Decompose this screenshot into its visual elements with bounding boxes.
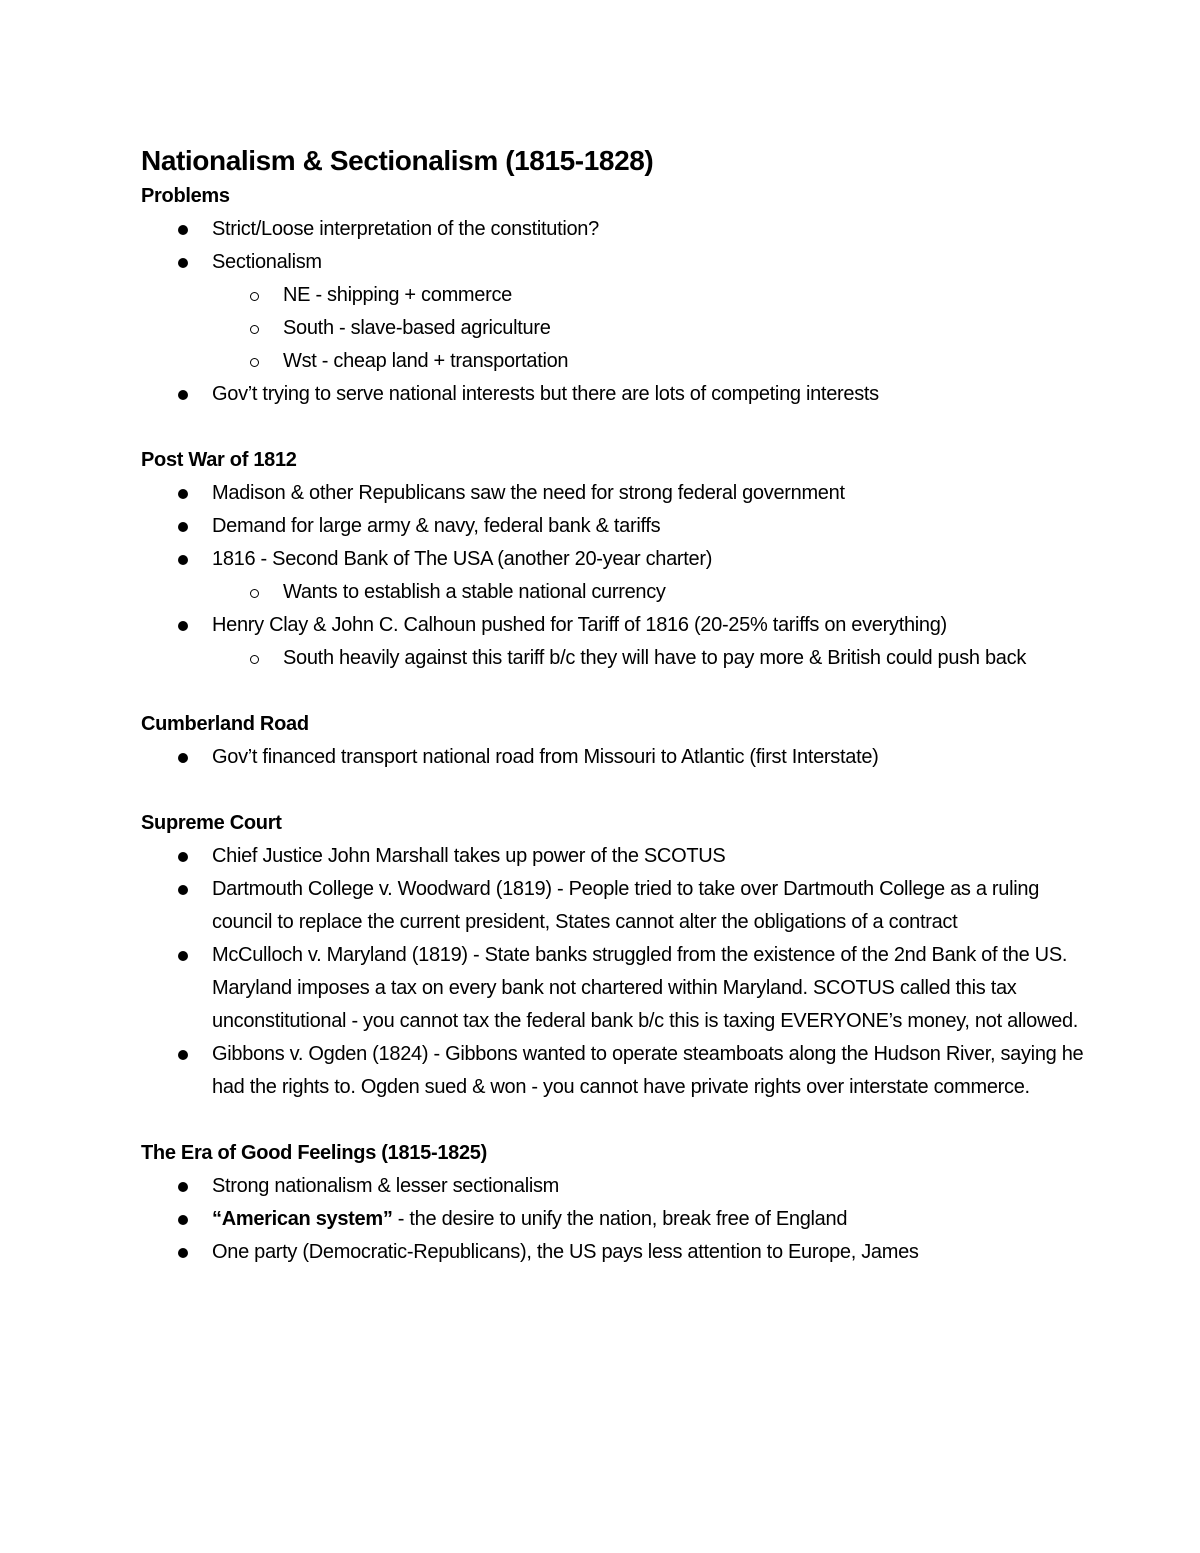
sub-list-item-text: Wst - cheap land + transportation [283, 350, 569, 372]
hollow-bullet-icon [250, 292, 259, 301]
list-item-text: One party (Democratic-Republicans), the US pays less attention to Europe, James [212, 1241, 919, 1263]
section-supreme-court [141, 807, 1101, 1104]
section-heading-supreme-court: Supreme Court [141, 812, 282, 834]
list-item [141, 939, 1101, 1038]
list-item-text: Strict/Loose interpretation of the constitution? [212, 218, 599, 240]
bullet-icon [178, 258, 188, 268]
list-item-text: Gov’t financed transport national road from Missouri to Atlantic (first Interstate) [212, 746, 879, 768]
hollow-bullet-icon [250, 589, 259, 598]
list-item [141, 741, 1101, 774]
bullet-icon [178, 852, 188, 862]
list-item-text: Gov’t trying to serve national interests but there are lots of competing interests [212, 383, 879, 405]
section-post-war [141, 444, 1101, 675]
list-item-text: Sectionalism [212, 251, 322, 273]
list-item-text: Strong nationalism & lesser sectionalism [212, 1175, 560, 1197]
hollow-bullet-icon [250, 655, 259, 664]
bullet-icon [178, 885, 188, 895]
sub-list-item-text: South - slave-based agriculture [283, 317, 551, 339]
bullet-icon [178, 390, 188, 400]
bullet-list [141, 1170, 1101, 1269]
bullet-icon [178, 225, 188, 235]
list-item [141, 1203, 1101, 1236]
list-item-bold-term: “American system” [212, 1208, 393, 1230]
bullet-icon [178, 1215, 188, 1225]
bullet-icon [178, 1050, 188, 1060]
bullet-icon [178, 489, 188, 499]
bullet-list [141, 741, 1101, 774]
bullet-icon [178, 951, 188, 961]
sub-list-item [212, 279, 1101, 312]
list-item-text: McCulloch v. Maryland (1819) - State banks struggled from the existence of the 2nd Bank of the US. Maryland imposes a tax on every bank not chartered within Maryland. SCOTUS called this tax unconstitutional - you cannot tax the federal bank b/c this is taxing EVERYONE’s money, not allowed. [212, 944, 1079, 1032]
sub-bullet-list [212, 642, 1101, 675]
bullet-icon [178, 555, 188, 565]
list-item [141, 510, 1101, 543]
bullet-icon [178, 1248, 188, 1258]
sub-bullet-list [212, 279, 1101, 378]
bullet-icon [178, 1182, 188, 1192]
sub-list-item [212, 576, 1101, 609]
list-item [141, 873, 1101, 939]
sub-list-item-text: South heavily against this tariff b/c they will have to pay more & British could push back [283, 647, 1027, 669]
list-item [141, 477, 1101, 510]
list-item-text: Henry Clay & John C. Calhoun pushed for Tariff of 1816 (20-25% tariffs on everything) [212, 614, 947, 636]
list-item [141, 378, 1101, 411]
section-heading-post-war: Post War of 1812 [141, 449, 297, 471]
list-item-text: Demand for large army & navy, federal bank & tariffs [212, 515, 661, 537]
section-cumberland-road [141, 708, 1101, 774]
bullet-list [141, 840, 1101, 1104]
hollow-bullet-icon [250, 325, 259, 334]
bullet-icon [178, 753, 188, 763]
sub-list-item-text: Wants to establish a stable national currency [283, 581, 666, 603]
list-item-text: Gibbons v. Ogden (1824) - Gibbons wanted to operate steamboats along the Hudson River, saying he had the rights to. Ogden sued & won - you cannot have private rights over interstate commerce. [212, 1043, 1084, 1098]
sub-bullet-list [212, 576, 1101, 609]
page-title: Nationalism & Sectionalism (1815-1828) [141, 145, 654, 176]
list-item [141, 1038, 1101, 1104]
bullet-icon [178, 522, 188, 532]
section-era-of-good-feelings [141, 1137, 1101, 1269]
bullet-list [141, 477, 1101, 675]
hollow-bullet-icon [250, 358, 259, 367]
section-problems [141, 180, 1101, 411]
sub-list-item [212, 345, 1101, 378]
list-item [141, 543, 1101, 609]
sub-list-item-text: NE - shipping + commerce [283, 284, 513, 306]
list-item [141, 1236, 1101, 1269]
list-item-text: 1816 - Second Bank of The USA (another 20-year charter) [212, 548, 713, 570]
section-heading-cumberland-road: Cumberland Road [141, 713, 309, 735]
list-item [141, 246, 1101, 378]
document-page [141, 142, 1101, 1302]
sub-list-item [212, 642, 1101, 675]
list-item [141, 1170, 1101, 1203]
list-item-text: Chief Justice John Marshall takes up power of the SCOTUS [212, 845, 726, 867]
bullet-list [141, 213, 1101, 411]
section-heading-era-of-good-feelings: The Era of Good Feelings (1815-1825) [141, 1142, 487, 1164]
list-item [141, 213, 1101, 246]
bullet-icon [178, 621, 188, 631]
list-item [141, 840, 1101, 873]
sub-list-item [212, 312, 1101, 345]
list-item-text: - the desire to unify the nation, break free of England [392, 1208, 848, 1230]
list-item [141, 609, 1101, 675]
list-item-text: Dartmouth College v. Woodward (1819) - People tried to take over Dartmouth College as a ruling council to replace the current president, States cannot alter the obligations of a contract [212, 878, 1040, 933]
list-item-text: Madison & other Republicans saw the need for strong federal government [212, 482, 845, 504]
section-heading-problems: Problems [141, 185, 230, 207]
